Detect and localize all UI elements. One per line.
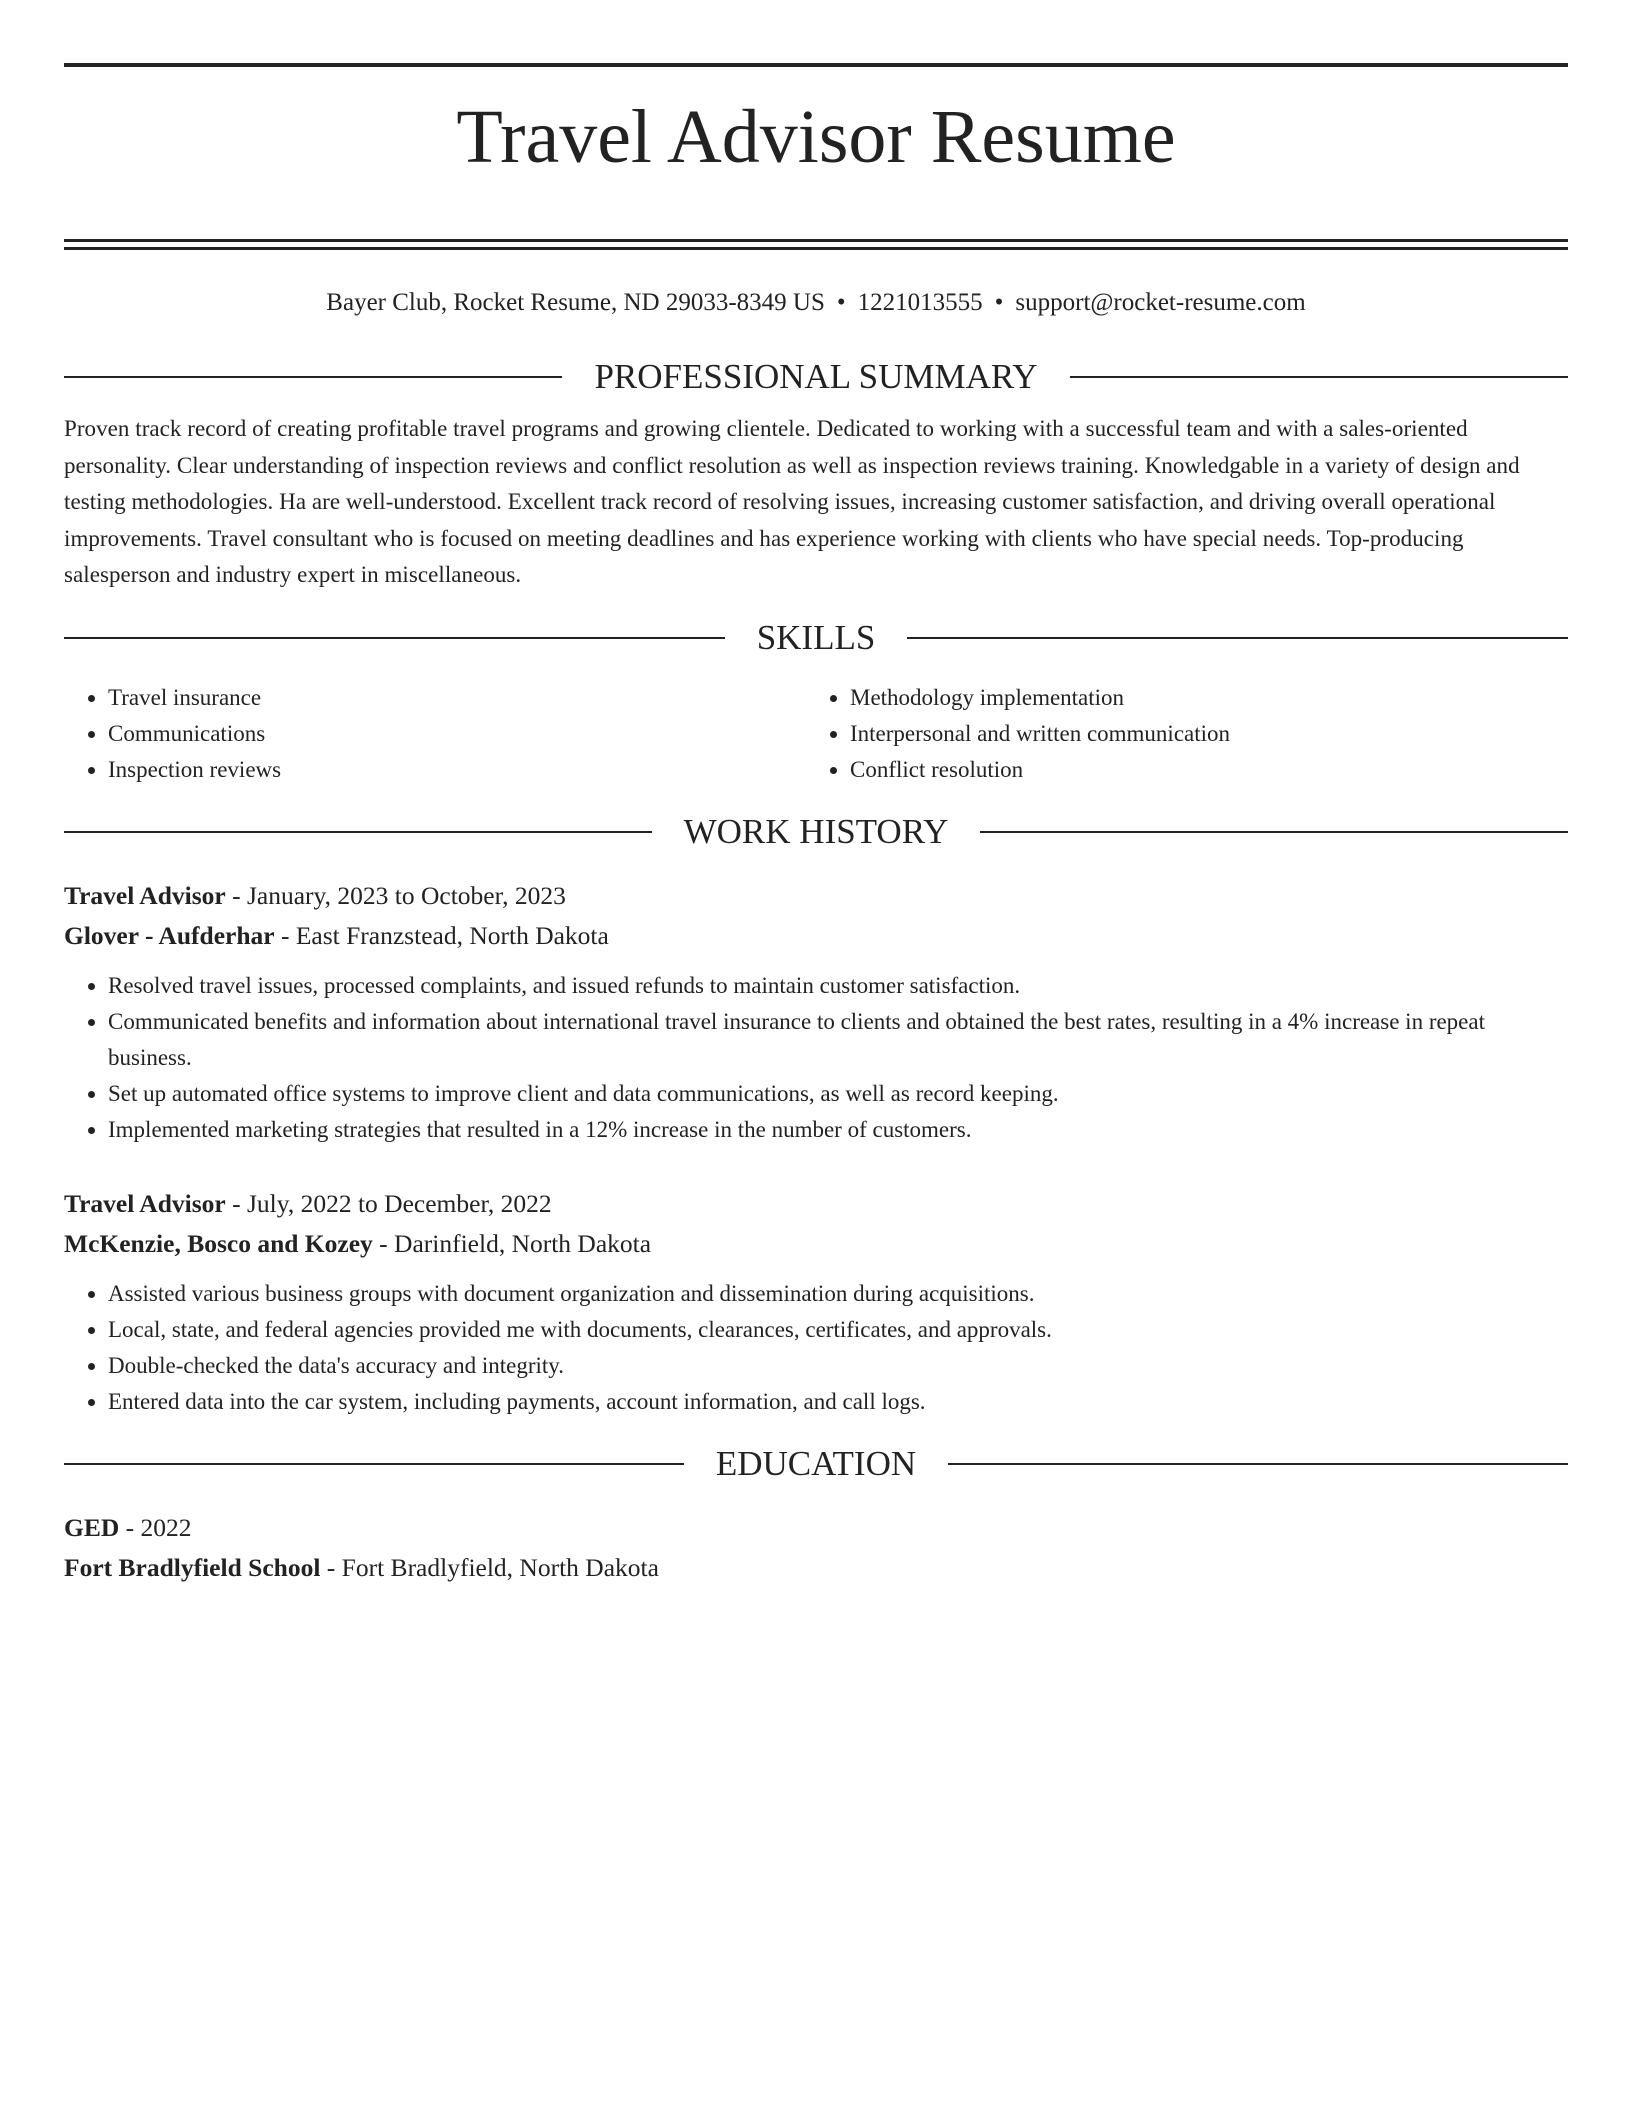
education-entry [64,1508,1568,1588]
job-location: Darinfield, North Dakota [394,1228,652,1258]
heading-rule-right [948,1463,1568,1465]
job-entry [64,1184,1568,1420]
skills-section-heading [64,618,1568,658]
heading-rule-right [1070,376,1568,378]
job-bullets [64,1276,1568,1420]
job-bullet: • Entered data into the car system, including payments, account information, and call logs. [108,1384,1568,1420]
work-section-heading [64,812,1568,852]
job-bullet: • Set up automated office systems to improve client and data communications, as well as record keeping. [108,1076,1568,1112]
job-title: Travel Advisor [64,1188,226,1218]
education-degree-line [64,1508,1568,1548]
skill-item: • Interpersonal and written communication [850,716,1548,752]
work-heading: WORK HISTORY [683,811,949,851]
education-school-line [64,1548,1568,1588]
job-company-line [64,1224,1568,1264]
education-section-heading [64,1444,1568,1484]
skills-column-right [806,680,1548,788]
job-bullet: • Resolved travel issues, processed complaints, and issued refunds to maintain customer satisfaction. [108,968,1568,1004]
heading-rule-left [64,831,652,833]
skills-heading: SKILLS [756,617,876,657]
dash: - [232,880,241,910]
job-bullet: • Assisted various business groups with document organization and dissemination during acquisitions. [108,1276,1568,1312]
resume-title: Travel Advisor Resume [456,95,1176,179]
contact-address: Bayer Club, Rocket Resume, ND 29033-8349 US [326,289,825,316]
job-location: East Franzstead, North Dakota [295,920,609,950]
title-double-rule [64,239,1568,250]
job-dates: July, 2022 to December, 2022 [246,1188,552,1218]
skill-item: • Inspection reviews [108,752,806,788]
job-company-line [64,916,1568,956]
job-company: Glover - Aufderhar [64,920,275,950]
contact-line [64,287,1568,319]
job-title-line [64,876,1568,916]
dash: - [125,1512,135,1542]
job-company: McKenzie, Bosco and Kozey [64,1228,373,1258]
job-entry [64,876,1568,1148]
heading-rule-left [64,1463,684,1465]
summary-heading: PROFESSIONAL SUMMARY [594,357,1038,396]
dash: - [280,920,290,950]
job-title-line [64,1184,1568,1224]
contact-email: support@rocket-resume.com [1015,289,1306,316]
heading-rule-left [64,376,562,378]
skill-item: • Methodology implementation [850,680,1548,716]
contact-separator: • [836,289,846,316]
job-bullet: • Communicated benefits and information about international travel insurance to clients and obtained the best rates, resulting in a 4% increase in repeat business. [108,1004,1568,1076]
education-location: Fort Bradlyfield, North Dakota [341,1552,659,1582]
education-year: 2022 [140,1512,192,1542]
skill-item: • Travel insurance [108,680,806,716]
education-school: Fort Bradlyfield School [64,1552,321,1582]
heading-rule-left [64,637,725,639]
summary-section-heading [64,357,1568,397]
job-bullet: • Implemented marketing strategies that resulted in a 12% increase in the number of customers. [108,1112,1568,1148]
job-dates: January, 2023 to October, 2023 [246,880,566,910]
contact-separator: • [994,289,1004,316]
job-bullet: • Local, state, and federal agencies provided me with documents, clearances, certificates, and approvals. [108,1312,1568,1348]
job-bullet: • Double-checked the data's accuracy and integrity. [108,1348,1568,1384]
dash: - [379,1228,388,1258]
skills-column-left [64,680,806,788]
education-degree: GED [64,1512,120,1542]
top-rule [64,63,1568,67]
job-title: Travel Advisor [64,880,226,910]
job-bullets [64,968,1568,1148]
dash: - [232,1188,241,1218]
skill-item: • Conflict resolution [850,752,1548,788]
skills-grid [64,680,1568,788]
skill-item: • Communications [108,716,806,752]
heading-rule-right [907,637,1568,639]
contact-phone: 1221013555 [857,289,983,316]
dash: - [326,1552,336,1582]
education-heading: EDUCATION [715,1443,917,1483]
heading-rule-right [980,831,1568,833]
summary-text: Proven track record of creating profitable travel programs and growing clientele. Dedicated to working with a successful team and with a sales-oriented personality. Clear understanding of inspection reviews and conflict resolution as well as inspection reviews training. Knowledgable in a variety of design and testing methodologies. Ha are well-understood. Excellent track record of resolving issues, increasing customer satisfaction, and driving overall operational improvements. Travel consultant who is focused on meeting deadlines and has experience working with clients who have special needs. Top-producing salesperson and industry expert in miscellaneous. [64,416,1520,587]
